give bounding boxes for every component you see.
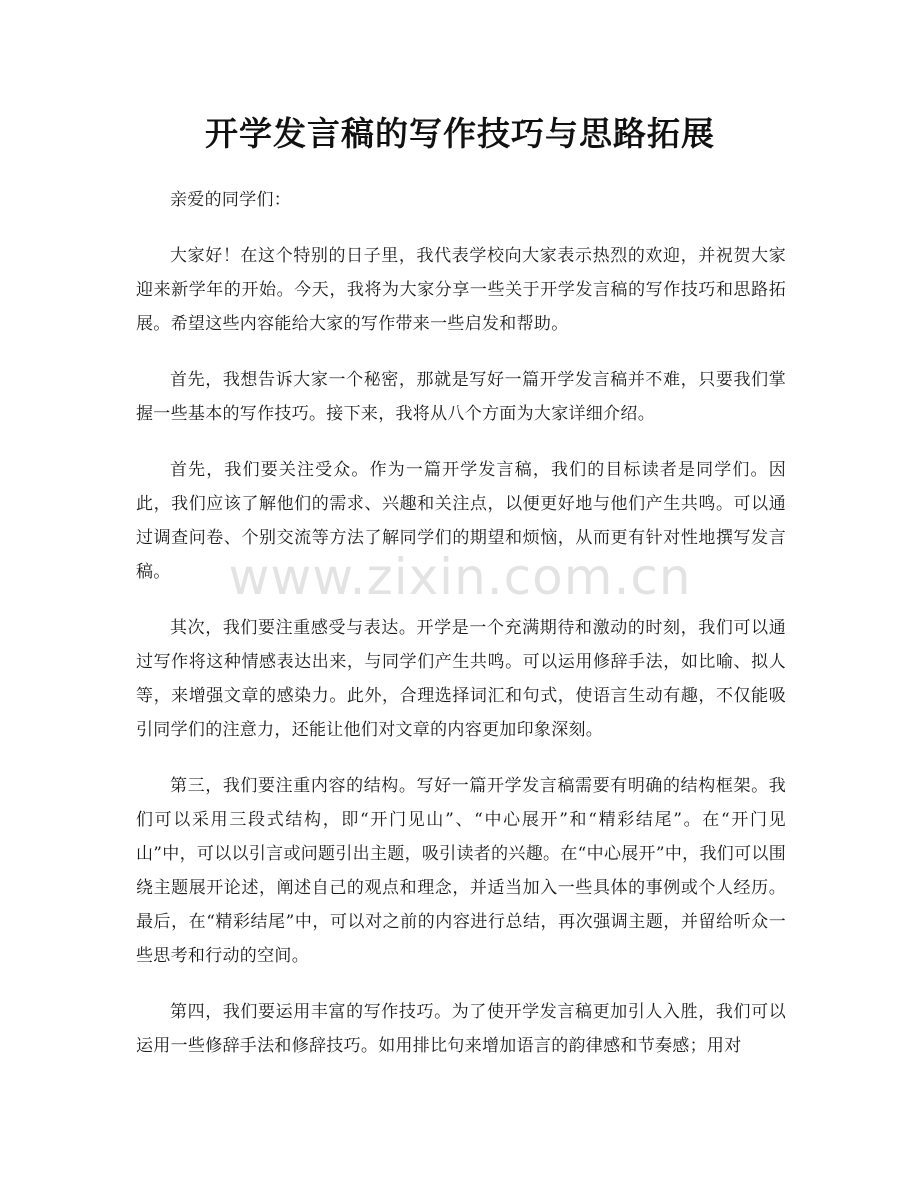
body-paragraph: 其次，我们要注重感受与表达。开学是一个充满期待和激动的时刻，我们可以通过写作将这种情感表达出来，与同学们产生共鸣。可以运用修辞手法，如比喻、拟人等，来增强文章的感染力。此外，合理选择词汇和句式，使语言生动有趣，不仅能吸引同学们的注意力，还能让他们对文章的内容更加印象深刻。 [136,618,786,740]
body-paragraph: 大家好！在这个特别的日子里，我代表学校向大家表示热烈的欢迎，并祝贺大家迎来新学年的开始。今天，我将为大家分享一些关于开学发言稿的写作技巧和思路拓展。希望这些内容能给大家的写作带来一些启发和帮助。 [136,246,786,334]
watermark: www.zixin.com.cn [228,548,692,606]
body-paragraph: 第三，我们要注重内容的结构。写好一篇开学发言稿需要有明确的结构框架。我们可以采用三段式结构，即“开门见山”、“中心展开”和“精彩结尾”。在“开门见山”中，可以以引言或问题引出主题，吸引读者的兴趣。在“中心展开”中，我们可以围绕主题展开论述，阐述自己的观点和理念，并适当加入一些具体的事例或个人经历。最后，在“精彩结尾”中，可以对之前的内容进行总结，再次强调主题，并留给听众一些思考和行动的空间。 [136,776,786,966]
page-title: 开学发言稿的写作技巧与思路拓展 [205,114,715,153]
body-paragraph: 第四，我们要运用丰富的写作技巧。为了使开学发言稿更加引人入胜，我们可以运用一些修辞手法和修辞技巧。如用排比句来增加语言的韵律感和节奏感；用对 [136,1002,786,1056]
body-paragraph: 首先，我想告诉大家一个秘密，那就是写好一篇开学发言稿并不难，只要我们掌握一些基本的写作技巧。接下来，我将从八个方面为大家详细介绍。 [136,370,786,424]
document-body [136,183,786,1085]
body-paragraph: 首先，我们要关注受众。作为一篇开学发言稿，我们的目标读者是同学们。因此，我们应该了解他们的需求、兴趣和关注点，以便更好地与他们产生共鸣。可以通过调查问卷、个别交流等方法了解同学们的期望和烦恼，从而更有针对性地撰写发言稿。 [136,460,786,582]
salutation-paragraph: 亲爱的同学们： [170,190,292,210]
